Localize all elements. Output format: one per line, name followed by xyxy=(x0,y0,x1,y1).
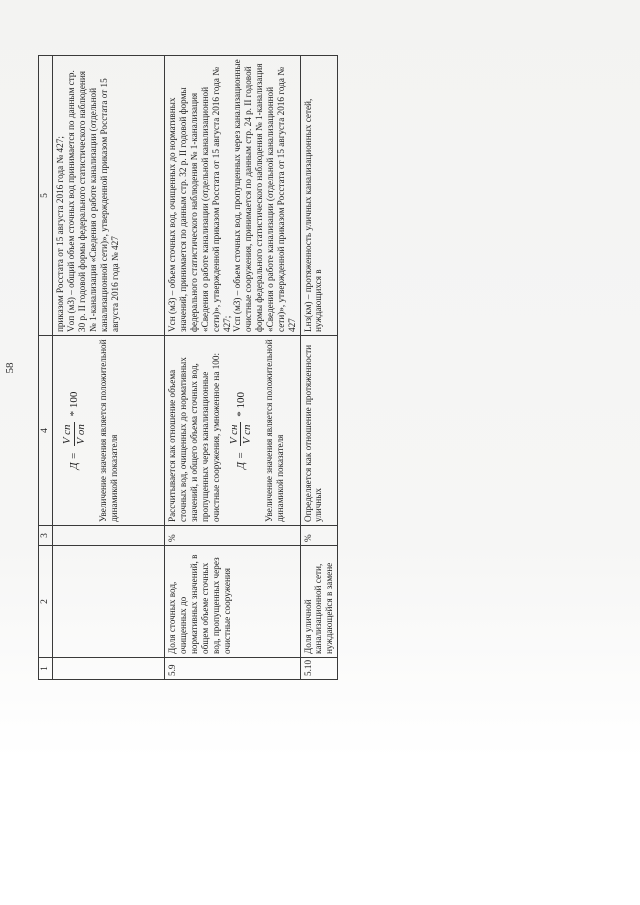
formula-denominator: V оп xyxy=(75,424,88,445)
calculation-method xyxy=(165,336,300,526)
source-line: Vсн (м3) – объем сточных вод, очищенных до нормативных значений, принимается по данным стр. 32 р. II годовой формы федерального статистического наблюдения № 1-канализация «Сведения о работе канализации (отдельной канализационной сети)», утвержденной приказом Росстата от 15 августа 2016 года № 427; xyxy=(167,67,232,332)
formula-fraction xyxy=(228,422,255,446)
formula-multiplier: * 100 xyxy=(234,391,247,417)
table-header-row xyxy=(39,56,53,680)
method-note: Увеличение значения является положительной динамикой показателя xyxy=(264,339,286,522)
formula-fraction xyxy=(61,422,88,446)
column-header-5: 5 xyxy=(39,56,53,336)
row-number: 5.9 xyxy=(165,658,300,680)
column-header-3: 3 xyxy=(39,526,53,546)
page-number: 58 xyxy=(4,362,16,374)
formula-lhs: Д = xyxy=(234,451,247,470)
indicator-table xyxy=(38,55,338,680)
rotated-page-content xyxy=(0,48,560,688)
cell-indicator-empty xyxy=(53,546,165,658)
table-row-continued xyxy=(53,56,165,680)
cell-num-empty xyxy=(53,658,165,680)
source-line: приказом Росстата от 15 августа 2016 года № 427; xyxy=(55,136,66,332)
page-bottom-margin xyxy=(0,760,640,905)
calculation-method: Определяется как отношение протяженности уличных xyxy=(300,336,338,526)
cell-source-continued xyxy=(53,56,165,336)
data-source xyxy=(165,56,300,336)
row-number: 5.10 xyxy=(300,658,338,680)
source-line: Vоп (м3) – общий объем сточных вод принимается по данным стр. 30 р. II годовой формы федерального статистического наблюдения xyxy=(66,70,87,332)
formula-treated-wastewater xyxy=(228,339,255,522)
cell-method-continued xyxy=(53,336,165,526)
formula-share-wastewater xyxy=(61,339,88,522)
indicator-name: Доля сточных вод, очищенных до нормативных значений, в общем объеме сточных вод, пропущенных через очистные сооружения xyxy=(165,546,300,658)
method-note: Увеличение значения является положительной динамикой показателя xyxy=(98,339,119,522)
unit-of-measure: % xyxy=(300,526,338,546)
formula-numerator: V сп xyxy=(61,422,75,446)
cell-unit-empty xyxy=(53,526,165,546)
column-header-4: 4 xyxy=(39,336,53,526)
table-row-5-10 xyxy=(300,56,338,680)
column-header-2: 2 xyxy=(39,546,53,658)
table-row-5-9 xyxy=(165,56,300,680)
unit-of-measure: % xyxy=(165,526,300,546)
column-header-1: 1 xyxy=(39,658,53,680)
indicator-name: Доля уличной канализационной сети, нуждающейся в замене xyxy=(300,546,338,658)
method-text: Рассчитывается как отношение объема сточных вод, очищенных до нормативных значений, и общего объема сточных вод, пропущенных через канализационные очистные сооружения, умноженное на 100: xyxy=(167,352,221,522)
formula-numerator: V сн xyxy=(228,422,242,446)
formula-denominator: V сп xyxy=(241,424,254,445)
source-line: № 1-канализация «Сведения о работе канализации (отдельной канализационной сети)», утвержденной приказом Росстата от 15 августа 2016 года № 427 xyxy=(87,78,120,332)
source-line: Vсп (м3) – объем сточных вод, пропущенных через канализационные очистные сооружения, принимается по данным стр. 24 р. II годовой формы федерального статистического наблюдения № 1-канализация «Сведения о работе канализации (отдельной канализационной сети)», утвержденной приказом Росстата от 15 августа 2016 года № 427 xyxy=(232,59,297,332)
data-source: Lнз(км) – протяженность уличных канализационных сетей, нуждающихся в xyxy=(300,56,338,336)
formula-lhs: Д = xyxy=(68,452,81,470)
formula-multiplier: * 100 xyxy=(68,391,81,417)
